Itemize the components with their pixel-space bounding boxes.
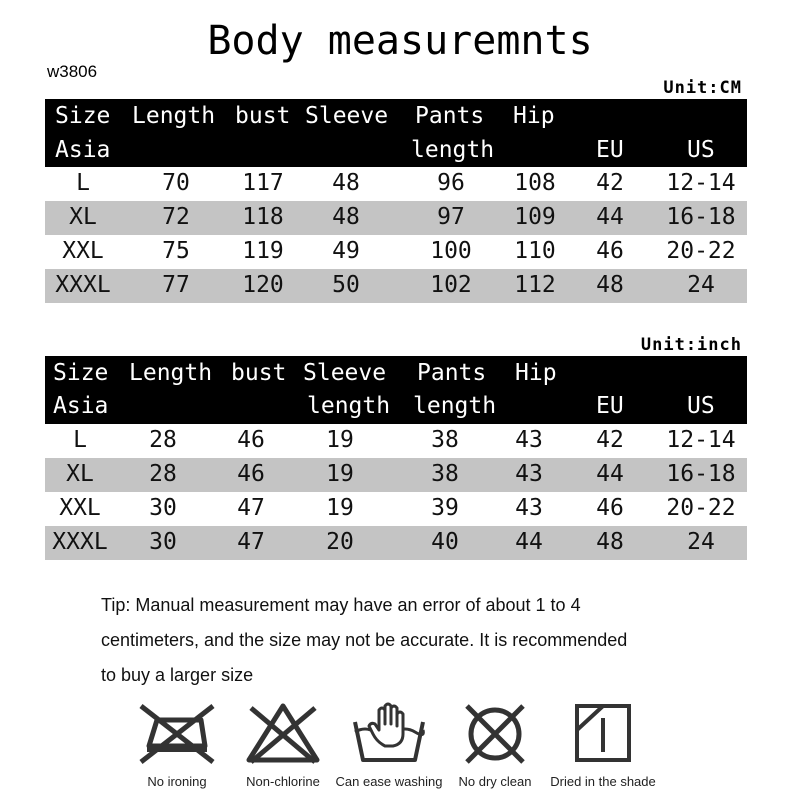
table-cell: 48 <box>596 272 624 298</box>
hand-wash-icon <box>349 700 429 766</box>
table-cell: 42 <box>596 170 624 196</box>
header-size: Size <box>55 103 111 129</box>
cm-table-header <box>45 99 747 167</box>
table-cell: 112 <box>514 272 556 298</box>
table-cell: 48 <box>596 529 624 555</box>
header-us: US <box>687 137 715 163</box>
table-cell: 108 <box>514 170 556 196</box>
table-row <box>45 201 747 235</box>
header-pants: Pants <box>415 103 485 129</box>
table-cell: 24 <box>687 529 715 555</box>
header-pants-length: length <box>413 393 497 419</box>
care-label: Can ease washing <box>335 774 443 789</box>
header-sleeve: Sleeve <box>303 360 387 386</box>
no-ironing-icon <box>137 700 217 766</box>
table-cell: 72 <box>162 204 190 230</box>
table-cell: XL <box>69 204 97 230</box>
page-title: Body measuremnts <box>207 18 593 64</box>
tip-line: Tip: Manual measurement may have an error of about 1 to 4 <box>101 595 581 615</box>
table-cell: 30 <box>149 529 177 555</box>
table-cell: 42 <box>596 427 624 453</box>
care-dry-in-shade <box>543 700 663 789</box>
table-cell: 50 <box>332 272 360 298</box>
table-cell: 100 <box>430 238 472 264</box>
table-row <box>45 458 747 492</box>
table-cell: 43 <box>515 461 543 487</box>
table-cell: 48 <box>332 204 360 230</box>
care-no-ironing <box>117 700 237 789</box>
tip-line: to buy a larger size <box>101 665 254 685</box>
table-row <box>45 235 747 269</box>
header-asia: Asia <box>53 393 109 419</box>
table-cell: 20 <box>326 529 354 555</box>
table-cell: 44 <box>515 529 543 555</box>
inch-table-header <box>45 356 747 424</box>
table-cell: 19 <box>326 461 354 487</box>
table-cell: 12-14 <box>666 170 736 196</box>
header-hip: Hip <box>515 360 557 386</box>
inch-unit-label: Unit:inch <box>640 335 742 355</box>
table-cell: 38 <box>431 427 459 453</box>
table-cell: XXXL <box>52 529 108 555</box>
header-size: Size <box>53 360 109 386</box>
table-cell: L <box>73 427 87 453</box>
table-cell: 70 <box>162 170 190 196</box>
table-cell: 12-14 <box>666 427 736 453</box>
cm-size-table <box>45 99 747 303</box>
table-cell: XL <box>66 461 94 487</box>
table-row <box>45 269 747 303</box>
table-cell: 43 <box>515 495 543 521</box>
table-cell: 47 <box>237 529 265 555</box>
table-cell: 118 <box>242 204 284 230</box>
table-row <box>45 167 747 201</box>
table-cell: 44 <box>596 204 624 230</box>
inch-size-table <box>45 356 747 560</box>
table-cell: 110 <box>514 238 556 264</box>
table-cell: 75 <box>162 238 190 264</box>
table-cell: 19 <box>326 427 354 453</box>
table-cell: 39 <box>431 495 459 521</box>
measurement-tip <box>101 588 741 693</box>
dry-in-shade-icon <box>563 700 643 766</box>
table-cell: 44 <box>596 461 624 487</box>
table-row <box>45 526 747 560</box>
care-non-chlorine <box>223 700 343 789</box>
table-cell: 46 <box>237 427 265 453</box>
table-cell: 24 <box>687 272 715 298</box>
care-hand-wash <box>329 700 449 789</box>
table-cell: 46 <box>596 495 624 521</box>
table-cell: 119 <box>242 238 284 264</box>
table-cell: 16-18 <box>666 204 736 230</box>
care-no-dry-clean <box>435 700 555 789</box>
table-cell: 40 <box>431 529 459 555</box>
table-cell: 120 <box>242 272 284 298</box>
header-sleeve: Sleeve <box>305 103 389 129</box>
header-length: Length <box>129 360 213 386</box>
table-cell: 77 <box>162 272 190 298</box>
table-cell: 109 <box>514 204 556 230</box>
header-eu: EU <box>596 137 624 163</box>
header-bust: bust <box>231 360 287 386</box>
tip-line: centimeters, and the size may not be accurate. It is recommended <box>101 630 628 650</box>
table-cell: 117 <box>242 170 284 196</box>
care-label: Dried in the shade <box>550 774 656 789</box>
table-cell: 102 <box>430 272 472 298</box>
table-cell: 49 <box>332 238 360 264</box>
product-code: w3806 <box>47 62 98 81</box>
table-cell: 20-22 <box>666 495 736 521</box>
table-row <box>45 424 747 458</box>
header-sleeve-length: length <box>307 393 391 419</box>
table-cell: 30 <box>149 495 177 521</box>
table-cell: 46 <box>596 238 624 264</box>
header-length: Length <box>132 103 216 129</box>
header-asia: Asia <box>55 137 111 163</box>
table-cell: 46 <box>237 461 265 487</box>
header-us: US <box>687 393 715 419</box>
table-cell: 96 <box>437 170 465 196</box>
cm-unit-label: Unit:CM <box>663 78 742 98</box>
table-cell: 48 <box>332 170 360 196</box>
table-cell: XXL <box>59 495 101 521</box>
table-cell: XXXL <box>55 272 111 298</box>
table-row <box>45 492 747 526</box>
table-cell: 20-22 <box>666 238 736 264</box>
table-cell: 19 <box>326 495 354 521</box>
header-pants: Pants <box>417 360 487 386</box>
care-label: No ironing <box>147 774 207 789</box>
table-cell: XXL <box>62 238 104 264</box>
table-cell: 28 <box>149 427 177 453</box>
table-cell: 47 <box>237 495 265 521</box>
table-cell: 16-18 <box>666 461 736 487</box>
header-eu: EU <box>596 393 624 419</box>
table-cell: 97 <box>437 204 465 230</box>
care-label: No dry clean <box>458 774 532 789</box>
care-label: Non-chlorine <box>246 774 320 789</box>
no-dry-clean-icon <box>455 700 535 766</box>
table-cell: 43 <box>515 427 543 453</box>
header-bust: bust <box>235 103 291 129</box>
table-cell: 38 <box>431 461 459 487</box>
table-cell: 28 <box>149 461 177 487</box>
header-pants-length: length <box>411 137 495 163</box>
header-hip: Hip <box>513 103 555 129</box>
no-bleach-triangle-icon <box>243 700 323 766</box>
table-cell: L <box>76 170 90 196</box>
